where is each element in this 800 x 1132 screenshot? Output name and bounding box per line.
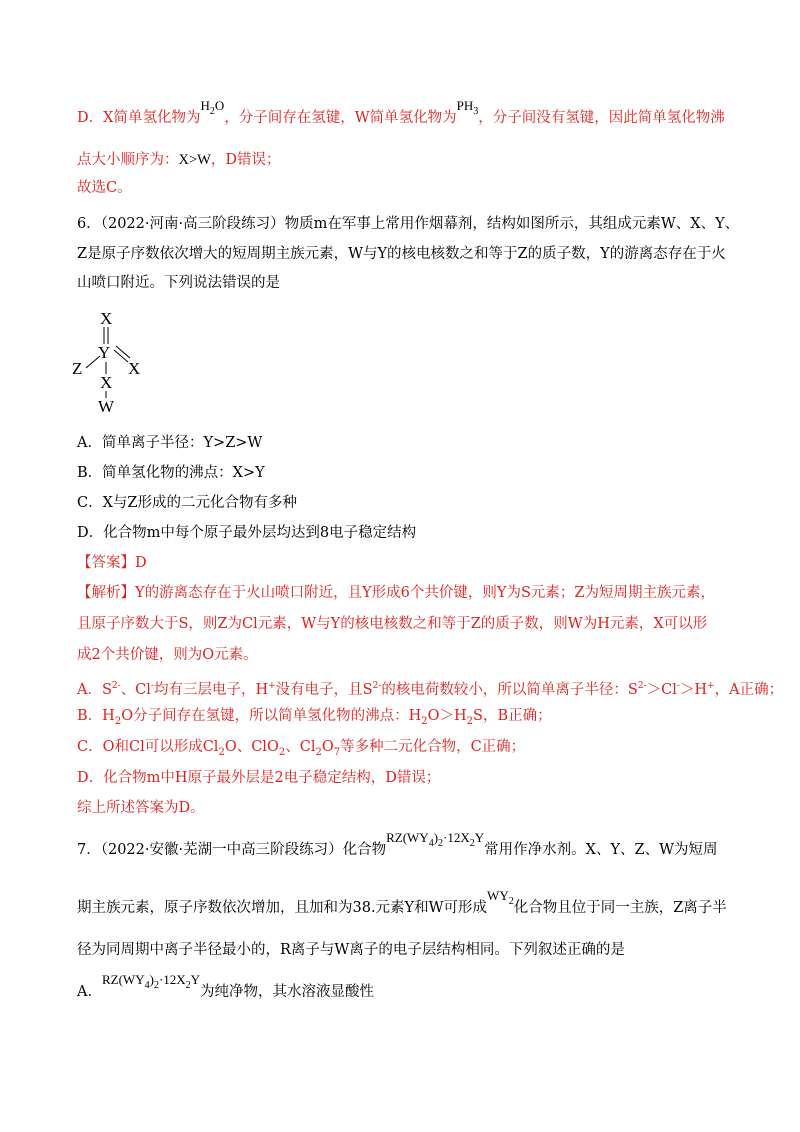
q6-option-c: C．X与Z形成的二元化合物有多种 xyxy=(77,495,297,511)
text: 2 xyxy=(438,838,444,849)
option-label: A． xyxy=(77,984,102,1000)
text: 3 xyxy=(473,106,479,117)
atom-bottom-x: X xyxy=(100,373,113,392)
text: 2 xyxy=(209,106,215,117)
text: 2 xyxy=(469,838,475,849)
q7-stem-line3: 径为同周期中离子半径最小的，R离子与W离子的电子层结构相同。下列叙述正确的是 xyxy=(77,942,625,958)
text: ·12X xyxy=(158,972,186,987)
text: 2 xyxy=(218,747,225,758)
text: 7．（2022·安徽·芜湖一中高三阶段练习）化合物 xyxy=(77,842,387,858)
text: 2 xyxy=(153,980,159,991)
atom-right-x: X xyxy=(128,359,141,378)
q6-option-b: B．简单氢化物的沸点：X>Y xyxy=(77,465,265,481)
q7-stem-line1 xyxy=(77,830,718,866)
q6-stem-line1: 6．（2022·河南·高三阶段练习）物质m在军事上常用作烟幕剂，结构如图所示，其组成元素W、X、Y、 xyxy=(77,216,740,232)
text: A．S xyxy=(77,682,112,698)
text: ＞Cl xyxy=(646,682,677,698)
text: 2 xyxy=(508,896,514,907)
text: H xyxy=(200,98,210,113)
text: 4 xyxy=(428,838,434,849)
text: 2- xyxy=(111,681,121,691)
text: C．O和Cl可以形成Cl xyxy=(77,739,219,755)
text: O xyxy=(321,739,334,755)
text: PH xyxy=(456,98,474,113)
text: ＞H xyxy=(679,682,708,698)
text: Y xyxy=(190,972,201,987)
formula-rz-wy4-2-12x2y xyxy=(386,830,485,849)
text: 常用作净水剂。X、Y、Z、W为短周 xyxy=(484,842,718,858)
text: 2- xyxy=(637,681,647,691)
text: + xyxy=(268,681,276,691)
analysis-tag: 【解析】 xyxy=(77,585,135,601)
text: ，A正确； xyxy=(714,682,784,698)
text: - xyxy=(150,681,154,691)
q6-option-d: D．化合物m中每个原子最外层均达到8电子稳定结构 xyxy=(77,525,417,541)
text: B．H xyxy=(77,708,115,724)
formula-h2o xyxy=(200,98,225,117)
text: ，分子间没有氢键，因此简单氢化物沸 xyxy=(478,110,725,126)
text: 2 xyxy=(466,716,474,727)
text: 期主族元素，原子序数依次增加，且加和为38.元素Y和W可形成 xyxy=(77,900,488,916)
formula-rz-wy4-2-12x2y-option xyxy=(101,972,201,991)
atom-bottom-w: W xyxy=(98,397,115,412)
text: 2 xyxy=(315,747,322,758)
q5-option-d-line2 xyxy=(77,150,280,170)
text: 、Cl xyxy=(120,682,151,698)
text: O xyxy=(214,98,225,113)
text: + xyxy=(707,681,715,691)
text: ·12X xyxy=(443,830,470,845)
q6-analysis-line3: 成2个共价键，则为O元素。 xyxy=(77,647,258,663)
text: ) xyxy=(149,972,154,987)
text: 2 xyxy=(421,716,428,727)
q6-analysis-a xyxy=(77,676,783,700)
text: RZ(WY xyxy=(101,972,145,987)
answer-tag: 【答案】 xyxy=(77,555,135,571)
atom-top-x: X xyxy=(100,309,113,328)
text: 7 xyxy=(333,747,341,758)
double-bond-right-2 xyxy=(116,346,130,358)
text: S，B正确； xyxy=(473,708,552,724)
text: ) xyxy=(433,830,439,845)
q6-analysis-c xyxy=(77,737,525,763)
answer-value: D xyxy=(135,555,147,571)
formula-ph3 xyxy=(456,98,479,117)
text: O、ClO xyxy=(224,739,279,755)
text: O＞H xyxy=(427,708,467,724)
text: 2 xyxy=(278,747,286,758)
text: 没有电子，且S xyxy=(275,682,373,698)
q6-stem-line3: 山喷口附近。下列说法错误的是 xyxy=(77,275,280,291)
text: - xyxy=(676,681,680,691)
q7-stem-line2 xyxy=(77,888,727,924)
text: 等多种二元化合物，C正确； xyxy=(340,739,526,755)
q6-structure-diagram xyxy=(62,302,182,412)
text: 4 xyxy=(144,980,150,991)
q5-option-d-line1 xyxy=(77,98,725,134)
text: 均有三层电子，H xyxy=(153,682,269,698)
text: ，D错误； xyxy=(210,152,281,168)
formula-wy2 xyxy=(487,888,514,907)
formula-x-gt-w: X>W xyxy=(178,152,211,168)
text: 为纯净物，其水溶液显酸性 xyxy=(200,984,375,1000)
q6-analysis-line1 xyxy=(77,583,715,603)
text: Y xyxy=(474,830,485,845)
text: D．X简单氢化物为 xyxy=(77,110,201,126)
q6-analysis-line2: 且原子序数大于S，则Z为Cl元素，W与Y的核电核数之和等于Z的质子数，则W为H元素，X可以形 xyxy=(77,616,708,632)
atom-left-z: Z xyxy=(72,359,83,378)
text: Y的游离态存在于火山喷口附近，且Y形成6个共价键，则Y为S元素；Z为短周期主族元素， xyxy=(135,585,715,601)
q6-option-a: A．简单离子半径：Y>Z>W xyxy=(77,435,263,451)
q6-summary: 综上所述答案为D。 xyxy=(77,800,205,816)
text: 2- xyxy=(372,681,382,691)
text: ，分子间存在氢键，W简单氢化物为 xyxy=(224,110,457,126)
double-bond-right-1 xyxy=(114,350,128,362)
q6-answer xyxy=(77,553,147,573)
text: 2 xyxy=(185,980,191,991)
text: 的核电荷数较小，所以简单离子半径：S xyxy=(381,682,638,698)
text: 2 xyxy=(114,716,122,727)
q6-analysis-d: D．化合物m中H原子最外层是2电子稳定结构，D错误； xyxy=(77,770,441,786)
atom-center-y: Y xyxy=(98,343,111,362)
q7-option-a xyxy=(77,972,375,1008)
text: O分子间存在氢键，所以简单氢化物的沸点：H xyxy=(121,708,422,724)
q6-stem-line2: Z是原子序数依次增大的短周期主族元素，W与Y的核电核数之和等于Z的质子数，Y的游离态存在于火 xyxy=(77,246,726,262)
text: WY xyxy=(487,888,509,903)
text: 、Cl xyxy=(285,739,316,755)
q5-conclusion: 故选C。 xyxy=(77,180,132,196)
text: 化合物且位于同一主族，Z离子半 xyxy=(513,900,727,916)
text: RZ(WY xyxy=(386,830,429,845)
q6-analysis-b xyxy=(77,706,552,732)
text: 点大小顺序为： xyxy=(77,152,179,168)
bond-left xyxy=(86,356,100,368)
